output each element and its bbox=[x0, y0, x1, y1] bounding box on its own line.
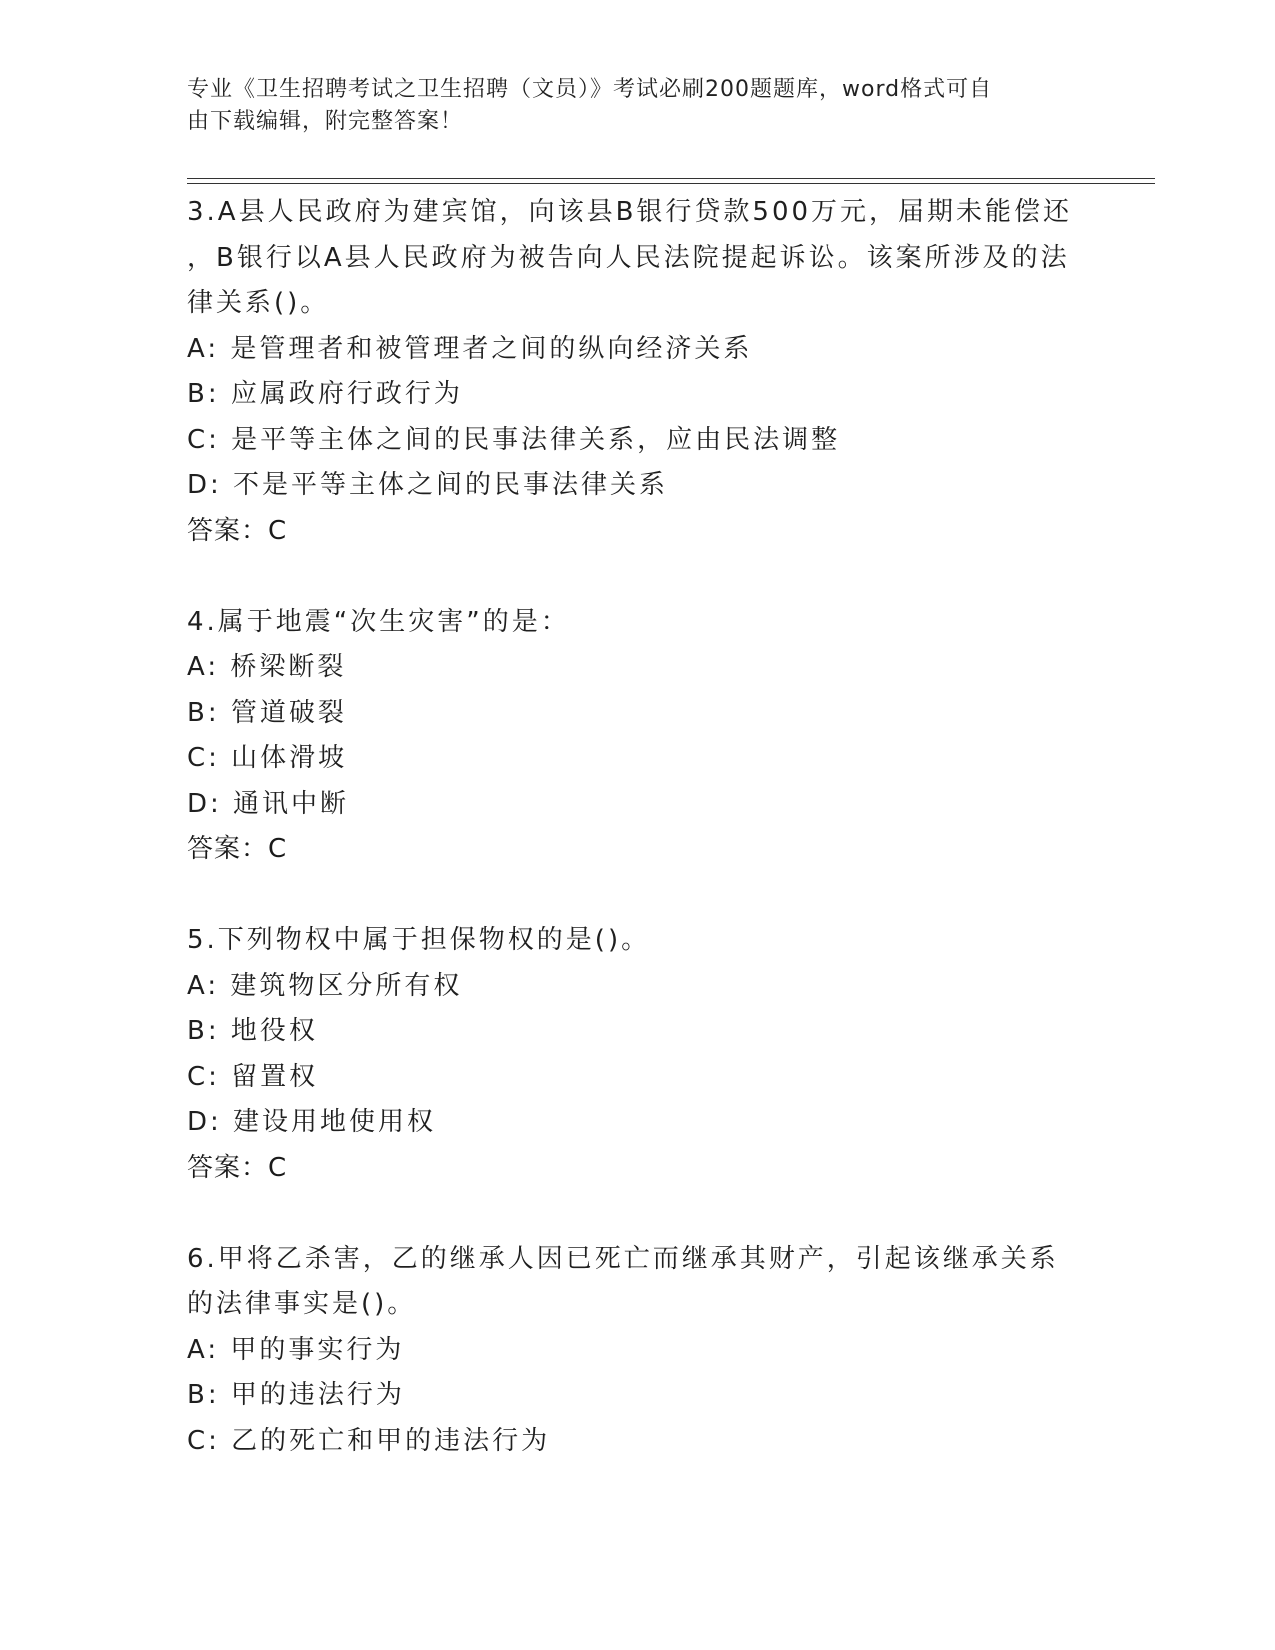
answer-text: 答案：C bbox=[187, 1152, 288, 1183]
header-line-1: 专业《卫生招聘考试之卫生招聘（文员）》考试必刷200题题库，word格式可自 bbox=[187, 77, 993, 102]
spacer bbox=[187, 554, 1087, 600]
option-d: D: 建设用地使用权 bbox=[187, 1107, 437, 1137]
option-a: A: 建筑物区分所有权 bbox=[187, 970, 463, 1001]
question-list bbox=[187, 190, 1087, 1464]
question-stem-line: 律关系()。 bbox=[187, 288, 330, 318]
question-5 bbox=[187, 918, 1087, 1191]
document-header bbox=[187, 74, 1087, 138]
question-6 bbox=[187, 1237, 1087, 1465]
option-b: B: 应属政府行政行为 bbox=[187, 379, 463, 409]
answer-text: 答案：C bbox=[187, 834, 288, 864]
option-a: A: 桥梁断裂 bbox=[187, 652, 347, 682]
question-3 bbox=[187, 190, 1087, 554]
option-c: C: 山体滑坡 bbox=[187, 743, 348, 773]
header-rule-top bbox=[187, 178, 1155, 179]
option-d: D: 通讯中断 bbox=[187, 788, 350, 819]
option-c: C: 留置权 bbox=[187, 1061, 319, 1092]
option-c: C: 是平等主体之间的民事法律关系，应由民法调整 bbox=[187, 424, 841, 455]
option-b: B: 地役权 bbox=[187, 1016, 318, 1046]
spacer bbox=[187, 1191, 1087, 1237]
header-line-2: 由下载编辑，附完整答案！ bbox=[187, 109, 464, 134]
question-stem-line: 3.A县人民政府为建宾馆，向该县B银行贷款500万元，届期未能偿还 bbox=[187, 197, 1073, 227]
option-b: B: 管道破裂 bbox=[187, 697, 347, 728]
option-a: A: 甲的事实行为 bbox=[187, 1334, 405, 1365]
spacer bbox=[187, 873, 1087, 919]
answer-text: 答案：C bbox=[187, 515, 288, 546]
question-stem-line: 5.下列物权中属于担保物权的是()。 bbox=[187, 925, 651, 955]
option-b: B: 甲的违法行为 bbox=[187, 1380, 405, 1410]
option-c: C: 乙的死亡和甲的违法行为 bbox=[187, 1425, 551, 1456]
header-rule-bottom bbox=[187, 183, 1155, 184]
question-stem-line: 6.甲将乙杀害，乙的继承人因已死亡而继承其财产，引起该继承关系 bbox=[187, 1243, 1059, 1274]
option-a: A: 是管理者和被管理者之间的纵向经济关系 bbox=[187, 333, 753, 364]
option-d: D: 不是平等主体之间的民事法律关系 bbox=[187, 470, 669, 500]
question-stem-line: 的法律事实是()。 bbox=[187, 1289, 417, 1319]
question-stem-line: 4.属于地震“次生灾害”的是： bbox=[187, 606, 570, 637]
question-stem-line: ，B银行以A县人民政府为被告向人民法院提起诉讼。该案所涉及的法 bbox=[187, 242, 1070, 273]
question-4 bbox=[187, 600, 1087, 873]
